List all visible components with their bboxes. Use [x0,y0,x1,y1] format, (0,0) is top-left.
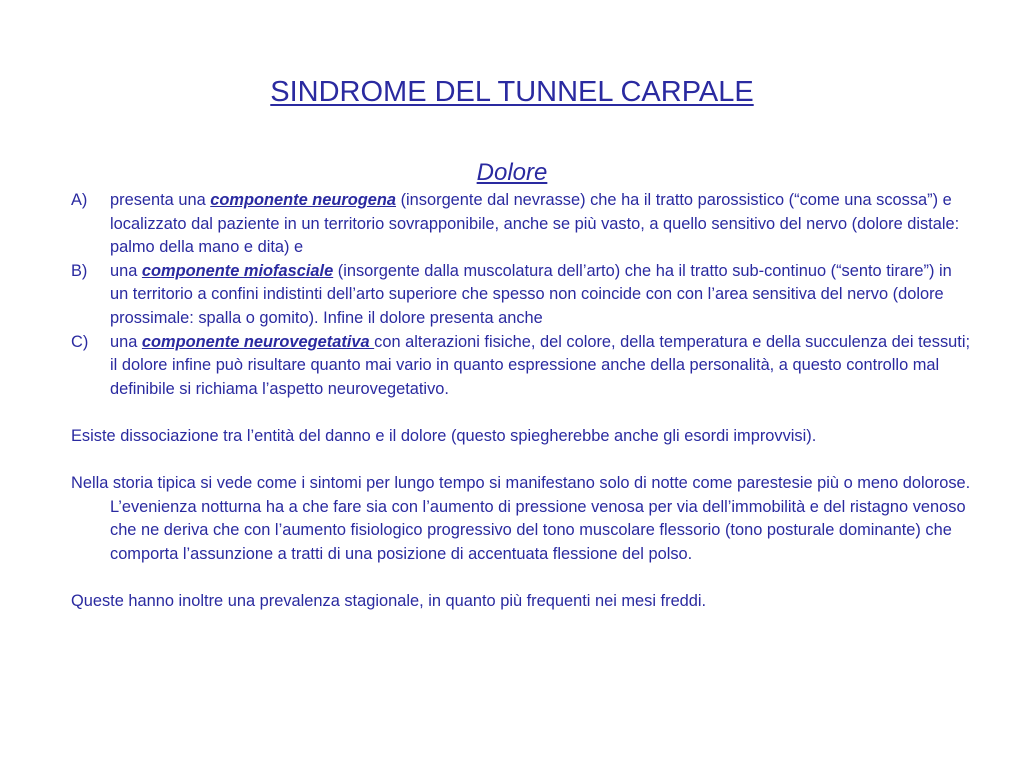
list-item-c [71,331,971,402]
list-item-b [71,260,971,331]
spacer [71,567,971,591]
spacer [71,401,971,425]
item-emphasis: componente miofasciale [141,261,334,280]
list-marker: B) [71,261,88,280]
item-text-pre: una [110,332,142,351]
list-marker: A) [71,191,88,209]
list-marker: C) [71,332,89,351]
item-emphasis: componente neurovegetativa [141,332,375,351]
slide-title: SINDROME DEL TUNNEL CARPALE [270,76,754,108]
paragraph-history: Nella storia tipica si vede come i sintomi per lungo tempo si manifestano solo di notte come parestesie più o meno dolorose. L’evenienza notturna ha a che fare sia con l’aumento di pressione venosa per via dell’immobilità e del ristagno venoso che ne deriva che con l’aumento fisiologico progressivo del tono muscolare flessorio (tono posturale dominante) che comporta l’assunzione a tratti di una posizione di accentuata flessione del polso. [71,474,971,563]
item-emphasis: componente neurogena [210,191,397,209]
item-text-post: (insorgente dal nevrasse) che ha il tratto parossistico (“come una scossa”) e localizzato dal paziente in un territorio sovrapponibile, anche se più vasto, a quello sensitivo del nervo (dolore distale: palmo della mano e dita) e [110,191,960,257]
list-item-a [71,189,971,260]
item-text-post: (insorgente dalla muscolatura dell’arto) che ha il tratto sub-continuo (“sento tirare”) in un territorio a confini indistinti dell’arto superiore che spesso non coincide con con l’area sensitiva del nervo (dolore prossimale: spalla o gomito). Infine il dolore presenta anche [110,261,952,327]
item-text-post: con alterazioni fisiche, del colore, della temperatura e della succulenza dei tessuti; il dolore infine può risultare quanto mai vario in quanto espressione anche della personalità, a questo controllo mal definibile si richiama l’aspetto neurovegetativo. [110,332,971,398]
paragraph-seasonal: Queste hanno inoltre una prevalenza stagionale, in quanto più frequenti nei mesi freddi. [71,592,707,611]
item-text-pre: una [110,261,142,280]
spacer [71,449,971,473]
slide-body [71,189,971,614]
item-text-pre: presenta una [110,191,211,209]
section-heading: Dolore [476,159,548,186]
paragraph-dissociation: Esiste dissociazione tra l’entità del danno e il dolore (questo spiegherebbe anche gli esordi improvvisi). [71,426,817,445]
